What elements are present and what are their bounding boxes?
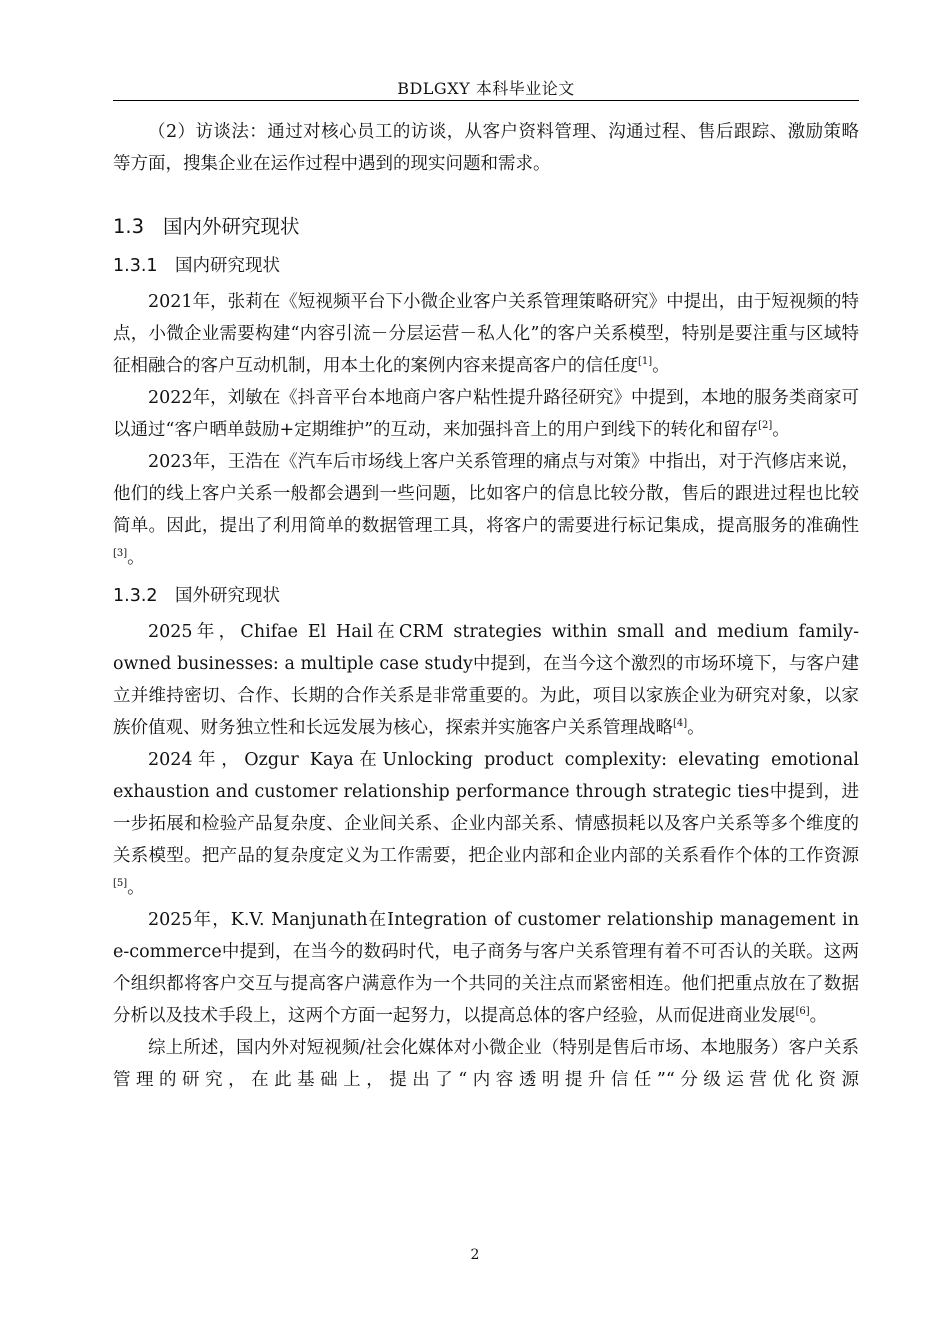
citation-ref: [3] [113, 548, 128, 560]
period: 。 [652, 356, 670, 376]
page-header: BDLGXY 本科毕业论文 [397, 79, 575, 98]
page-number: 2 [470, 1247, 480, 1263]
paragraph-text: 2021年，张莉在《短视频平台下小微企业客户关系管理策略研究》中提出，由于短视频的特点，小微企业需要构建“内容引流－分层运营－私人化”的客户关系模型，特别是要注重与区域特征相融合的客户互动机制，用本土化的案例内容来提高客户的信任度 [113, 292, 859, 376]
paragraph-text: 2025年，Chifae El Hail在CRM strategies within small and medium family-owned businesses: a multiple case study中提到，在当今这个激烈的市场环境下，与客户建立并维持密切、合作、长期的合作关系是非常重要的。为此，项目以家族企业为研究对象，以家族价值观、财务独立性和长远发展为核心，探索并实施客户关系管理战略 [113, 622, 859, 738]
section-title: 国内外研究现状 [163, 215, 300, 238]
domestic-paragraph-1 [113, 286, 859, 382]
subsection-title: 国外研究现状 [175, 586, 280, 606]
domestic-paragraph-3 [113, 446, 859, 574]
citation-ref: [4] [673, 718, 688, 730]
citation-ref: [6] [795, 1006, 810, 1018]
subsection-number: 1.3.2 [113, 586, 158, 606]
citation-ref: [1] [638, 356, 653, 368]
paragraph-text: 2023年，王浩在《汽车后市场线上客户关系管理的痛点与对策》中指出，对于汽修店来说，他们的线上客户关系一般都会遇到一些问题，比如客户的信息比较分散，售后的跟进过程也比较简单。因此，提出了利用简单的数据管理工具，将客户的需要进行标记集成，提高服务的准确性 [113, 452, 859, 536]
period: 。 [127, 878, 145, 898]
subsection-heading-1-3-2 [113, 580, 859, 612]
citation-ref: [5] [113, 878, 128, 890]
paragraph-text: 2022年，刘敏在《抖音平台本地商户客户粘性提升路径研究》中提到，本地的服务类商家可以通过“客户晒单鼓励+定期维护”的互动，来加强抖音上的用户到线下的转化和留存 [113, 388, 859, 440]
subsection-heading-1-3-1 [113, 250, 859, 282]
section-heading-1-3 [113, 210, 859, 244]
interview-method-paragraph: （2）访谈法：通过对核心员工的访谈，从客户资料管理、沟通过程、售后跟踪、激励策略等方面，搜集企业在运作过程中遇到的现实问题和需求。 [113, 122, 859, 174]
citation-ref: [2] [758, 420, 773, 432]
paragraph-text: 2025年，K.V. Manjunath在Integration of customer relationship management in e-commerce中提到，在当今的数码时代，电子商务与客户关系管理有着不可否认的关联。这两个组织都将客户交互与提高客户满意作为一个共同的关注点而紧密相连。他们把重点放在了数据分析以及技术手段上，这两个方面一起努力，以提高总体的客户经验，从而促进商业发展 [113, 910, 859, 1026]
section-number: 1.3 [113, 215, 145, 238]
period: 。 [772, 420, 790, 440]
subsection-number: 1.3.1 [113, 256, 158, 276]
summary-paragraph: 综上所述，国内外对短视频/社会化媒体对小微企业（特别是售后市场、本地服务）客户关系管理的研究，在此基础上，提出了“内容透明提升信任”“分级运营优化资源 [113, 1038, 859, 1090]
page-body [113, 116, 859, 1096]
header-rule [113, 100, 859, 101]
foreign-paragraph-1 [113, 616, 859, 744]
foreign-paragraph-3 [113, 904, 859, 1032]
period: 。 [687, 718, 705, 738]
subsection-title: 国内研究现状 [175, 256, 280, 276]
period: 。 [809, 1006, 828, 1026]
period: 。 [127, 548, 145, 568]
paragraph-text: 2024年，Ozgur Kaya在Unlocking product complexity: elevating emotional exhaustion and customer relationship performance through strategic ties中提到，进一步拓展和检验产品复杂度、企业间关系、企业内部关系、情感损耗以及客户关系等多个维度的关系模型。把产品的复杂度定义为工作需要，把企业内部和企业内部的关系看作个体的工作资源 [113, 750, 859, 866]
foreign-paragraph-2 [113, 744, 859, 904]
domestic-paragraph-2 [113, 382, 859, 446]
